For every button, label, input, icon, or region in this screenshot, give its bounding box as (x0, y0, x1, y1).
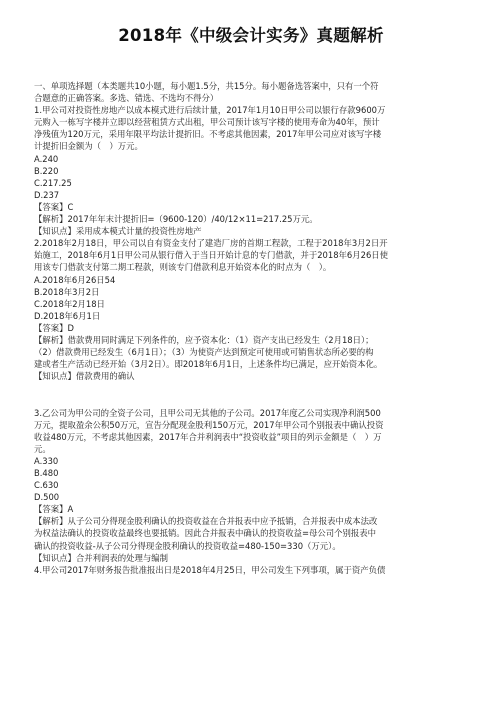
answer: 【答案】A (34, 504, 74, 515)
question-text: 万元，提取盈余公积50万元，宣告分配现金股利150万元，2017年甲公司个别报表中确认投资 (34, 419, 384, 430)
question-text: 用该专门借款支付第二期工程款，则该专门借款利息开始资本化的时点为（ ）。 (34, 262, 332, 273)
option-c: C.217.25 (34, 177, 72, 188)
analysis: （2）借款费用已经发生（6月1日）；（3）为使资产达到预定可使用或可销售状态所必要的构 (34, 347, 374, 358)
paragraph-gap (34, 382, 468, 394)
question-4 (34, 564, 468, 576)
analysis: 【解析】2017年年末计提折旧=（9600-120）/40/12×11=217.25万元。 (34, 214, 318, 225)
question-text: 净残值为120万元，采用年限平均法计提折旧。不考虑其他因素，2017年甲公司应对该写字楼 (34, 129, 382, 140)
question-text: 元购入一栋写字楼并立即以经营租赁方式出租，甲公司预计该写字楼的使用寿命为40年，预计 (34, 117, 380, 128)
analysis: 建或者生产活动已经开始（3月2日）。即2018年6月1日，上述条件均已满足，应开始资本化。 (34, 359, 383, 370)
option-a: A.330 (34, 455, 59, 466)
question-text: 始施工，2018年6月1日甲公司从银行借入于当日开始计息的专门借款，并于2018年6月26日使 (34, 250, 389, 261)
paragraph-gap (34, 394, 468, 406)
question-text: 4.甲公司2017年财务报告批准报出日是2018年4月25日，甲公司发生下列事项，属于资产负债 (34, 564, 386, 575)
answer: 【答案】C (34, 201, 74, 212)
question-text: 2.2018年2月18日，甲公司以自有资金支付了建造厂房的首期工程款，工程于2018年3月2日开 (34, 238, 388, 249)
option-d: D.2018年6月1日 (34, 310, 101, 321)
title-spacer (34, 52, 468, 80)
knowledge-point: 【知识点】合并利润表的处理与编制 (34, 552, 168, 563)
question-text: 收益480万元，不考虑其他因素，2017年合并利润表中“投资收益”项目的列示金额是（ ）万 (34, 431, 382, 442)
analysis: 【解析】借款费用同时满足下列条件的，应予资本化：（1）资产支出已经发生（2月18日）； (34, 334, 374, 345)
document-title: 2018年《中级会计实务》真题解析 (118, 26, 384, 45)
option-b: B.2018年3月2日 (34, 286, 100, 297)
question-1 (34, 104, 468, 237)
option-c: C.630 (34, 480, 59, 491)
analysis: 确认的投资收益-从子公司分得现金股利确认的投资收益=480-150=330（万元）。 (34, 540, 341, 551)
question-text: 元。 (34, 443, 51, 454)
analysis: 为权益法确认的投资收益最终也要抵销。因此合并报表中确认的投资收益=母公司个别报表中 (34, 528, 377, 539)
option-c: C.2018年2月18日 (34, 298, 105, 309)
section-intro (34, 80, 468, 104)
option-b: B.220 (34, 165, 59, 176)
question-3 (34, 407, 468, 564)
question-text: 3.乙公司为甲公司的全资子公司，且甲公司无其他的子公司。2017年度乙公司实现净利润500 (34, 407, 381, 418)
question-text: 1.甲公司对投资性房地产以成本模式进行后续计量，2017年1月10日甲公司以银行存款9600万 (34, 105, 386, 116)
option-b: B.480 (34, 468, 59, 478)
option-d: D.237 (34, 189, 60, 200)
option-d: D.500 (34, 492, 60, 503)
text-line: 一、单项选择题（本类题共10小题，每小题1.5分，共15分。每小题备选答案中，只有一个符 (34, 81, 379, 91)
answer: 【答案】D (34, 322, 74, 333)
option-a: A.2018年6月26日54 (34, 274, 116, 285)
question-text: 计提折旧金额为（ ）万元。 (34, 141, 143, 152)
analysis: 【解析】从子公司分得现金股利确认的投资收益在合并报表中应予抵销，合并报表中成本法改 (34, 516, 378, 527)
question-2 (34, 237, 468, 382)
text-line: 合题意的正确答案。多选、错选、不选均不得分） (34, 93, 219, 104)
option-a: A.240 (34, 153, 59, 164)
knowledge-point: 【知识点】借款费用的确认 (34, 371, 135, 382)
knowledge-point: 【知识点】采用成本模式计量的投资性房地产 (34, 226, 202, 237)
